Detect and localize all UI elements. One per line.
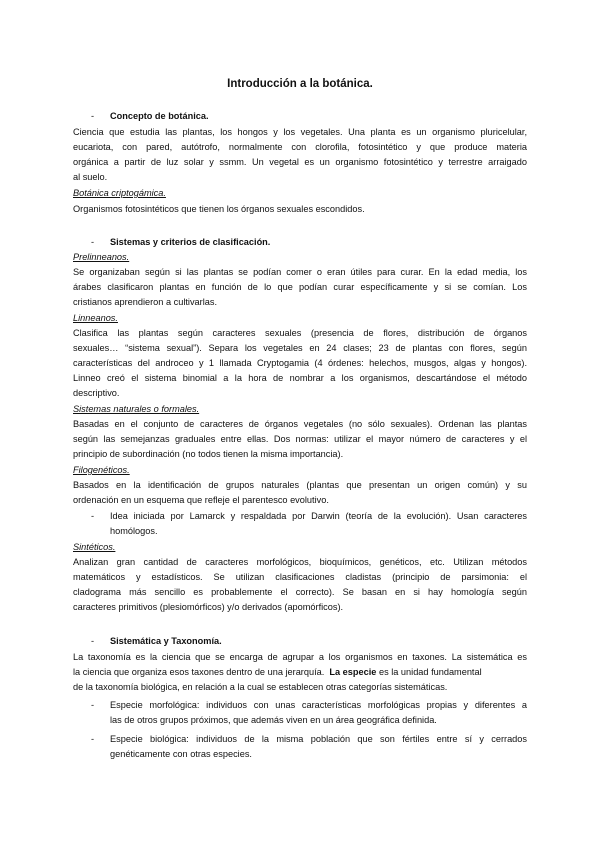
paragraph-line: descriptivo. bbox=[73, 388, 120, 398]
subheading-prelinneanos: Prelinneanos. bbox=[73, 252, 130, 262]
bullet-line: Idea iniciada por Lamarck y respaldada por Darwin (teoría de la evolución). Usan caracteres bbox=[110, 511, 527, 521]
paragraph-line: de la taxonomía biológica, en relación a la cual se establecen otras categorías sistemáticas. bbox=[73, 682, 448, 692]
paragraph-line: características del androceo y 1 llamada Cryptogamia (4 órdenes: helechos, musgos, algas y hongos). bbox=[73, 358, 527, 368]
paragraph-line: Organismos fotosintéticos que tienen los órganos sexuales escondidos. bbox=[73, 204, 365, 214]
paragraph-line: árabes clasificaron plantas en función de lo que podían curar específicamente y si se comían. Los bbox=[73, 282, 527, 292]
paragraph-line: sexuales… “sistema sexual”). Separa los vegetales en 24 clases; 23 de plantas con flores, según bbox=[73, 343, 527, 353]
subheading-filogeneticos: Filogenéticos. bbox=[73, 465, 130, 475]
paragraph-line: Linneo creó el sistema binomial a la hora de nombrar a los organismos, descartándose el método bbox=[73, 373, 527, 383]
bullet-line: homólogos. bbox=[110, 526, 158, 536]
paragraph-line: Basadas en el conjunto de caracteres de órganos vegetales (no sólo sexuales). Ordenan las plantas bbox=[73, 419, 527, 429]
section-dash: - bbox=[91, 111, 95, 121]
bullet-line: genéticamente con otras especies. bbox=[110, 749, 252, 759]
subheading-linneanos: Linneanos. bbox=[73, 313, 118, 323]
paragraph-line: cladograma más sencillo es probablemente el correcto). Se basan en si hay homología según bbox=[73, 587, 527, 597]
paragraph-line: eucariota, con pared, autótrofo, normalmente con clorofila, fotosintético y que produce materia bbox=[73, 142, 527, 152]
paragraph-line: Se organizaban según si las plantas se podían comer o eran útiles para curar. En la edad media, los bbox=[73, 267, 527, 277]
paragraph-fragment: la ciencia que organiza esos taxones dentro de una jerarquía. bbox=[73, 667, 325, 677]
paragraph-line: según las semejanzas graduales entre ellas. Dos normas: utilizar el mayor número de caracteres y el bbox=[73, 434, 527, 444]
bullet-dash: - bbox=[91, 734, 95, 744]
paragraph-line: caracteres primitivos (plesiomórficos) y/o derivados (apomórficos). bbox=[73, 602, 344, 612]
bullet-line: Especie biológica: individuos de la misma población que son fértiles entre sí y cerrados bbox=[110, 734, 527, 744]
subheading-criptogamica: Botánica criptogámica. bbox=[73, 188, 166, 198]
bullet-dash: - bbox=[91, 511, 95, 521]
bullet-line: Especie morfológica: individuos con unas características morfológicas propias y diferentes a bbox=[110, 700, 527, 710]
subheading-sinteticos: Sintéticos. bbox=[73, 542, 116, 552]
section-heading-sistematica: Sistemática y Taxonomía. bbox=[110, 636, 222, 646]
paragraph-line: La taxonomía es la ciencia que se encarga de agrupar a los organismos en taxones. La sistemática es bbox=[73, 652, 527, 662]
bold-term: La especie bbox=[329, 667, 377, 677]
section-heading-sistemas: Sistemas y criterios de clasificación. bbox=[110, 237, 271, 247]
paragraph-line: principio de subordinación (no todos tienen la misma importancia). bbox=[73, 449, 344, 459]
paragraph-line: cristianos aprendieron a cultivarlas. bbox=[73, 297, 218, 307]
document-title: Introducción a la botánica. bbox=[227, 78, 373, 90]
subheading-naturales: Sistemas naturales o formales. bbox=[73, 404, 200, 414]
paragraph-line: Clasifica las plantas según caracteres sexuales (presencia de flores, distribución de órganos bbox=[73, 328, 527, 338]
paragraph-line: Ciencia que estudia las plantas, los hongos y los vegetales. Una planta es un organismo pluricelular, bbox=[73, 127, 527, 137]
bullet-dash: - bbox=[91, 700, 95, 710]
paragraph-line: orgánica a partir de luz solar y ssmm. Un vegetal es un organismo fotosintético y terrestre arraigado bbox=[73, 157, 527, 167]
paragraph-fragment: es la unidad fundamental bbox=[378, 667, 482, 677]
paragraph-line: ordenación en un esquema que refleje el parentesco evolutivo. bbox=[73, 495, 329, 505]
paragraph-line: al suelo. bbox=[73, 172, 108, 182]
paragraph-line bbox=[73, 666, 527, 678]
bullet-line: las de otros grupos próximos, que además viven en un área geográfica definida. bbox=[110, 715, 437, 725]
paragraph-line: Basados en la identificación de grupos naturales (plantas que presentan un origen común) y su bbox=[73, 480, 527, 490]
section-heading-concepto: Concepto de botánica. bbox=[110, 111, 209, 121]
section-dash: - bbox=[91, 237, 95, 247]
paragraph-line: Analizan gran cantidad de caracteres morfológicos, bioquímicos, genéticos, etc. Utilizan métodos bbox=[73, 557, 527, 567]
section-dash: - bbox=[91, 636, 95, 646]
paragraph-line: matemáticos y estadísticos. Se utilizan clasificaciones cladistas (principio de parsimonia: el bbox=[73, 572, 527, 582]
